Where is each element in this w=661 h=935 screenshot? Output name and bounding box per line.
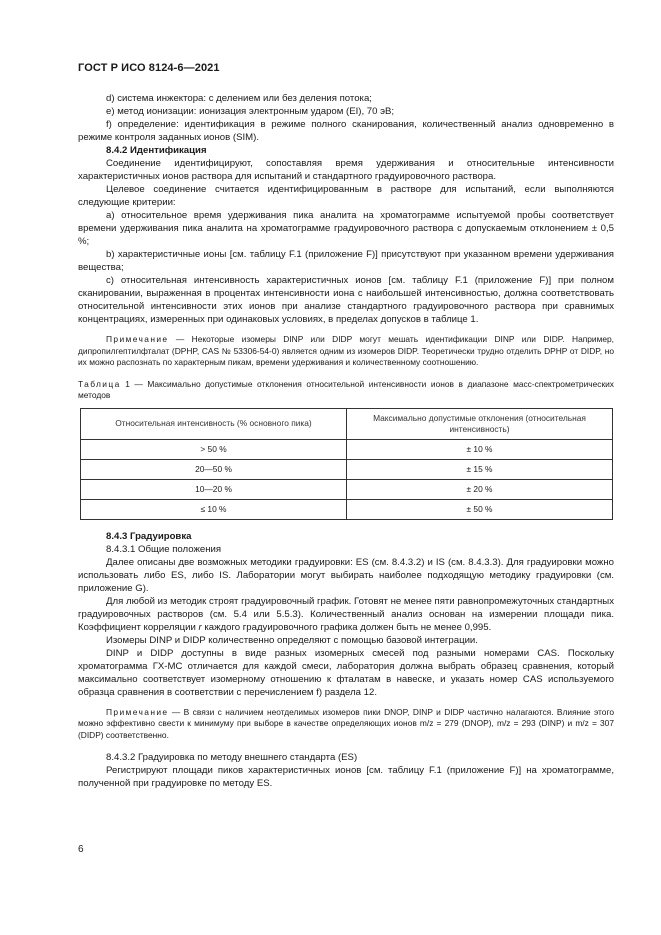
text-span: каждого градуировочного графика должен быть не менее 0,995. [201, 621, 492, 633]
text-span: Для любой из методик строят градуировочный график. Готовят не менее пяти равнопромежуточных стандартных градуировочных растворов (см. 5.4 или 5.5.3). Количественный анализ основан на измерении площади пика. Коэффициент корреляции [78, 595, 614, 633]
subsection-heading-8431: 8.4.3.1 Общие положения [106, 543, 222, 555]
paragraph: DINP и DIDP доступны в виде разных изомерных смесей под разными номерами CAS. Поскольку хроматограмма ГХ-МС отличается для каждой смеси, лаборатория должна выбрать образец сравнения, который максимально соответствует изомерному отношению к фталатам в навеске, и указать номер CAS используемого образца сравнения в соответствии с перечислением f) раздела 12. [78, 647, 614, 698]
table-caption-text: 1 — Максимально допустимые отклонения относительной интенсивности ионов в диапазоне масс-спектрометрических методов [78, 378, 614, 400]
note-1 [78, 334, 614, 369]
paragraph [78, 595, 614, 634]
table-cell-range: 10—20 % [81, 479, 347, 499]
paragraph: Далее описаны две возможных методики градуировки: ES (см. 8.4.3.2) и IS (см. 8.4.3.3). Для градуировки можно использовать либо ES, либо IS. Лаборатории могут выбирать наиболее подходящую методику градуировки (см. приложение G). [78, 556, 614, 594]
table-caption [78, 379, 614, 402]
table-row [81, 499, 613, 519]
page-content [78, 92, 614, 790]
paragraph: Регистрируют площади пиков характеристичных ионов [см. таблицу F.1 (приложение F)] на хроматограмме, полученной при градуировке по методу ES. [78, 765, 614, 789]
table-cell-range: ≤ 10 % [81, 499, 347, 519]
paragraph: Соединение идентифицируют, сопоставляя время удерживания и относительные интенсивности характеристичных ионов раствора для испытаний и стандартного градуировочного раствора. [78, 158, 614, 182]
list-item-f: f) определение: идентификация в режиме полного сканирования, количественный анализ одновременно в режиме контроля заданных ионов (SIM). [78, 119, 614, 143]
note-label: Примечание [106, 334, 169, 344]
table-cell-dev: ± 50 % [347, 499, 613, 519]
table-row [81, 459, 613, 479]
italic-variable: r [198, 621, 202, 633]
table-cell-range: 20—50 % [81, 459, 347, 479]
table-row [81, 439, 613, 459]
table-label: Таблица [78, 378, 121, 389]
tolerance-table [80, 408, 613, 520]
note-2 [78, 707, 614, 742]
table-header-col2: Максимально допустимые отклонения (относительная интенсивность) [347, 408, 613, 439]
table-cell-dev: ± 20 % [347, 479, 613, 499]
section-heading-842: 8.4.2 Идентификация [106, 145, 207, 156]
document-header: ГОСТ Р ИСО 8124-6—2021 [78, 62, 220, 74]
table-cell-range: > 50 % [81, 439, 347, 459]
table-row [81, 479, 613, 499]
list-item-e: е) метод ионизации: ионизация электронным ударом (EI), 70 эВ; [106, 106, 395, 117]
note-label: Примечание [106, 706, 169, 717]
table-cell-dev: ± 10 % [347, 439, 613, 459]
criterion-a: а) относительное время удерживания пика аналита на хроматограмме испытуемой пробы соответствует времени удерживания пика аналита на хроматограмме градуировочного раствора с допускаемым отклонением ± 0,5 %; [78, 210, 614, 247]
subsection-heading-8432: 8.4.3.2 Градуировка по методу внешнего стандарта (ES) [106, 752, 358, 763]
note-text: — В связи с наличием неотделимых изомеров пики DNOP, DINP и DIDP частично налагаются. Влияние этого можно эффективно свести к минимуму при выборе в качестве определяющих ионов m/z = 279 (DNOP), m/z = 293 (DINP) и m/z = 307 (DIDP) соответственно. [78, 706, 614, 740]
list-item-d: d) система инжектора: с делением или без деления потока; [106, 93, 372, 104]
note-text: — Некоторые изомеры DINP или DIDP могут мешать идентификации DINP или DIDP. Например, дипропилгептилфталат (DPHP, CAS № 53306-54-0) является одним из изомеров DIDP. Теоретически трудно отделить DPHP от DIDP, но их можно распознать по характерным пикам, времени удерживания и количественному соотношению. [78, 334, 614, 367]
table-header-col1: Относительная интенсивность (% основного пика) [81, 408, 347, 439]
page-number: 6 [78, 844, 84, 855]
criterion-c: с) относительная интенсивность характеристичных ионов [см. таблицу F.1 (приложение F)] при полном сканировании, выраженная в процентах интенсивности иона с наибольшей интенсивностью, должна соответствовать относительной интенсивности этих ионов при анализе стандартного градуировочного раствора при сравнимых концентрациях, измеренных при одинаковых условиях, в пределах допусков в таблице 1. [78, 275, 614, 325]
paragraph: Изомеры DINP и DIDP количественно определяют с помощью базовой интеграции. [106, 634, 478, 646]
table-cell-dev: ± 15 % [347, 459, 613, 479]
table-header-row [81, 408, 613, 439]
criterion-b: b) характеристичные ионы [см. таблицу F.1 (приложение F)] присутствуют при указанном времени удерживания вещества; [78, 249, 614, 273]
paragraph: Целевое соединение считается идентифицированным в растворе для испытаний, если выполняются следующие критерии: [78, 184, 614, 208]
section-heading-843: 8.4.3 Градуировка [106, 530, 192, 542]
